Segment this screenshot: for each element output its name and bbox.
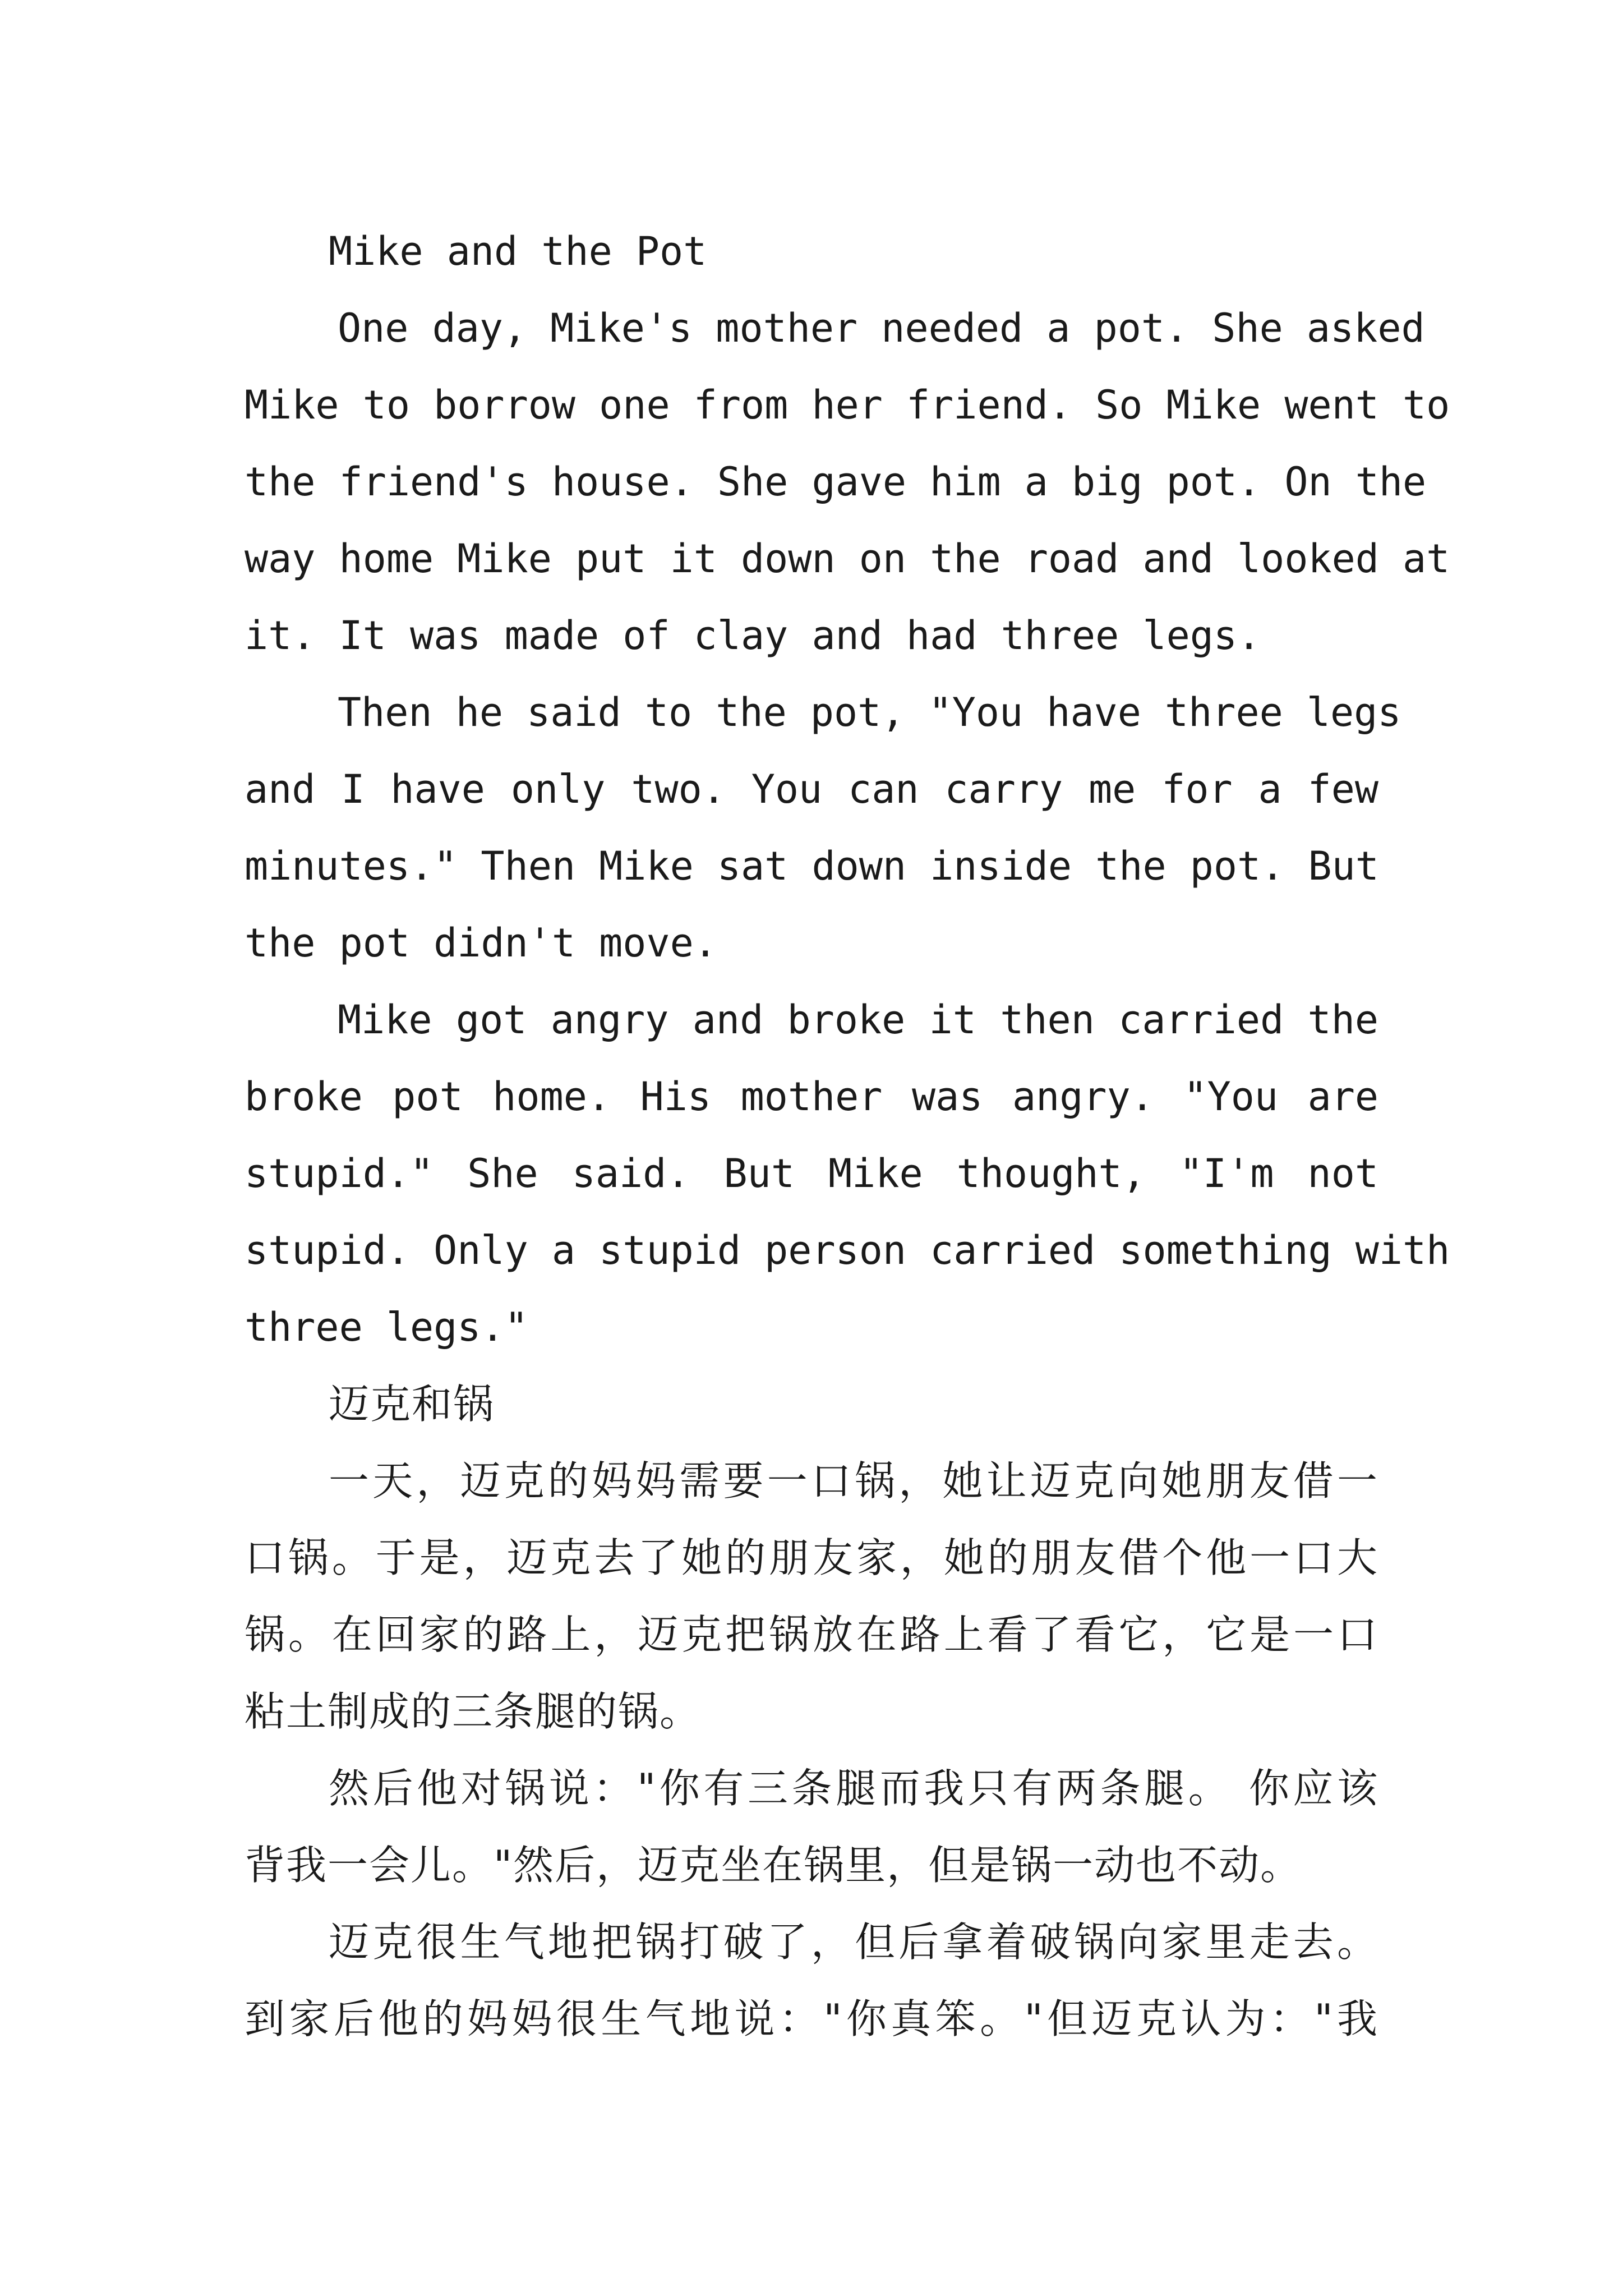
chinese-paragraph-2 [245, 1750, 1378, 1904]
paragraph-line: Mike to borrow one from her friend. So Mike went to [245, 382, 1450, 428]
chinese-title: 迈克和锅 [329, 1381, 495, 1428]
english-title: Mike and the Pot [329, 228, 707, 274]
paragraph-line: Then he said to the pot, "You have three legs [338, 689, 1401, 735]
paragraph-line: and I have only two. You can carry me for a few [245, 766, 1378, 812]
paragraph-line: way home Mike put it down on the road and looked at [245, 536, 1450, 582]
paragraph-line: 一天，迈克的妈妈需要一口锅，她让迈克向她朋友借一 [329, 1457, 1378, 1504]
paragraph-line: One day, Mike's mother needed a pot. She asked [338, 305, 1425, 351]
paragraph-line: the friend's house. She gave him a big pot. On the [245, 459, 1427, 505]
paragraph-line: the pot didn't move. [245, 920, 717, 966]
paragraph-line: three legs." [245, 1304, 528, 1350]
english-paragraph-1 [245, 290, 1450, 674]
english-paragraph-3 [245, 982, 1450, 1366]
paragraph-line: 粘土制成的三条腿的锅。 [245, 1688, 702, 1735]
paragraph-line: stupid. Only a stupid person carried something with [245, 1227, 1450, 1273]
document-page [245, 213, 1450, 2058]
paragraph-line: 到家后他的妈妈很生气地说："你真笨。"但迈克认为："我 [245, 1995, 1378, 2042]
paragraph-line: 然后他对锅说："你有三条腿而我只有两条腿。 你应该 [329, 1765, 1378, 1812]
chinese-paragraph-3 [245, 1904, 1378, 2058]
paragraph-line: 迈克很生气地把锅打破了，但后拿着破锅向家里走去。 [329, 1918, 1378, 1966]
english-paragraph-2 [245, 674, 1401, 982]
paragraph-line: stupid." She said. But Mike thought, "I'm not [245, 1151, 1378, 1197]
paragraph-line: broke pot home. His mother was angry. "You are [245, 1074, 1378, 1120]
paragraph-line: Mike got angry and broke it then carried the [338, 997, 1378, 1043]
paragraph-line: minutes." Then Mike sat down inside the pot. But [245, 843, 1379, 889]
paragraph-line: 背我一会儿。"然后，迈克坐在锅里，但是锅一动也不动。 [245, 1842, 1302, 1889]
paragraph-line: 口锅。于是，迈克去了她的朋友家，她的朋友借个他一口大 [245, 1534, 1378, 1581]
paragraph-line: 锅。在回家的路上，迈克把锅放在路上看了看它，它是一口 [245, 1611, 1378, 1658]
paragraph-line: it. It was made of clay and had three legs. [245, 613, 1261, 659]
chinese-paragraph-1 [245, 1443, 1378, 1750]
